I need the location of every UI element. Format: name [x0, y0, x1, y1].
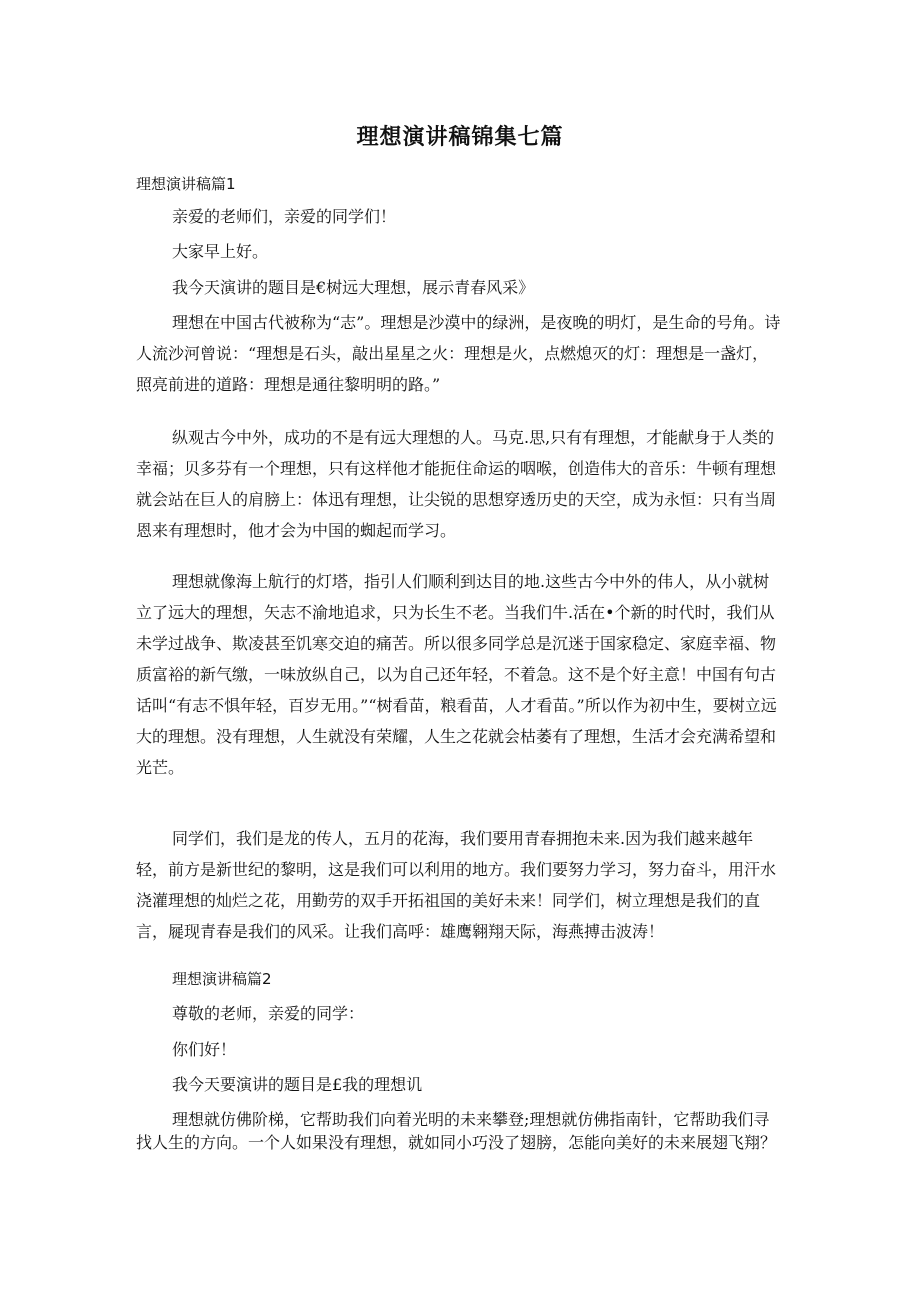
greeting-line-2: 尊敬的老师，亲爱的同学： [172, 1004, 365, 1023]
section-heading-2: 理想演讲稿篇2 [172, 970, 272, 988]
section-heading-1: 理想演讲稿篇1 [136, 175, 236, 193]
paragraph: 理想就像海上航行的灯塔，指引人们顺利到达目的地.这些古今中外的伟人，从小就树立了远大的理想，矢志不渝地追求，只为长生不老。当我们牛.活在•个新的时代时，我们从未学过战争、欺凌甚至饥寒交迫的痛苦。所以很多同学总是沉迷于国家稳定、家庭幸福、物质富裕的新气缴，一味放纵自己，以为自己还年轻，不着急。这不是个好主意！中国有句古话叫“有志不惧年轻，百岁无用。”“树看苗，粮看苗，人才看苗。”所以作为初中生，要树立远大的理想。没有理想，人生就没有荣耀，人生之花就会枯萎有了理想，生活才会充满希望和光芒。 [136, 572, 777, 777]
document-title: 理想演讲稿锦集七篇 [356, 125, 564, 150]
topic-line-1: 我今天演讲的题目是€树远大理想，展示青春风采》 [172, 278, 535, 297]
hello-line-2: 你们好！ [172, 1040, 237, 1059]
paragraph: 纵观古今中外，成功的不是有远大理想的人。马克.思,只有有理想，才能献身于人类的幸福；贝多芬有一个理想，只有这样他才能扼住命运的咽喉，创造伟大的音乐：牛顿有理想就会站在巨人的肩膀上：体迅有理想，让尖锐的思想穿透历史的天空，成为永恒：只有当周恩来有理想时，他才会为中国的蜘起而学习。 [136, 428, 777, 540]
paragraph: 理想在中国古代被称为“志”。理想是沙漠中的绿洲，是夜晚的明灯，是生命的号角。诗人流沙河曾说：“理想是石头，敲出星星之火：理想是火，点燃熄灭的灯：理想是一盏灯，照亮前进的道路：理想是通往黎明明的路。” [136, 313, 781, 394]
greeting-line-1: 亲爱的老师们，亲爱的同学们！ [172, 207, 397, 226]
hello-line-1: 大家早上好。 [172, 242, 269, 261]
paragraph: 理想就仿佛阶梯，它帮助我们向着光明的未来攀登;理想就仿佛指南针，它帮助我们寻找人生的方向。一个人如果没有理想，就如同小巧没了翅膀，怎能向美好的未来展翅飞翔？ [136, 1110, 777, 1152]
paragraph: 同学们，我们是龙的传人，五月的花海，我们要用青春拥抱未来.因为我们越来越年轻，前方是新世纪的黎明，这是我们可以利用的地方。我们要努力学习，努力奋斗，用汗水浇灌理想的灿烂之花，用勤劳的双手开拓祖国的美好未来！同学们，树立理想是我们的直言，屣现青春是我们的风采。让我们高呼：雄鹰翱翔天际，海燕搏击波涛！ [136, 829, 777, 941]
topic-line-2: 我今天要演讲的题目是£我的理想讥 [172, 1075, 423, 1094]
